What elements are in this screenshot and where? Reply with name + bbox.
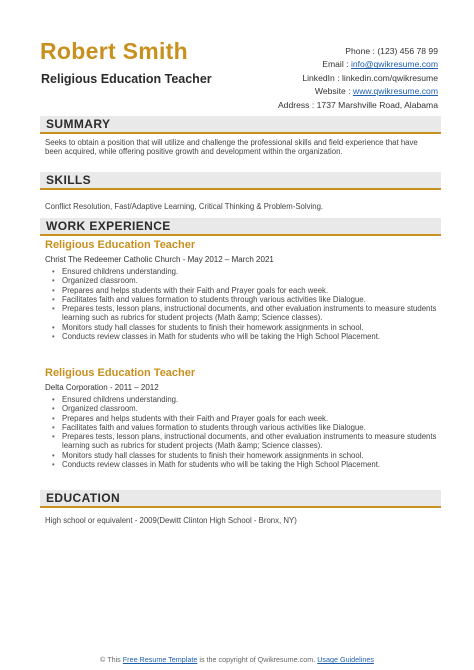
contact-website bbox=[278, 85, 438, 98]
job-meta-1: Christ The Redeemer Catholic Church - May 2012 – March 2021 bbox=[45, 255, 274, 264]
list-item: • Prepares and helps students with their Faith and Prayer goals for each week. bbox=[52, 286, 440, 295]
job-bullets-2 bbox=[52, 395, 440, 469]
phone-label: Phone bbox=[345, 46, 371, 56]
phone-separator: : bbox=[370, 46, 378, 56]
candidate-name: Robert Smith bbox=[40, 38, 188, 64]
education-heading: EDUCATION bbox=[46, 491, 121, 505]
list-item: • Prepares tests, lesson plans, instructional documents, and other evaluation instruments to measure students learning such as rubrics for student projects (Math &amp; Science classes). bbox=[52, 304, 440, 323]
job-meta-2: Delta Corporation - 2011 – 2012 bbox=[45, 383, 159, 392]
job-title-2: Religious Education Teacher bbox=[45, 367, 196, 379]
contact-phone bbox=[278, 45, 438, 58]
skills-section-header bbox=[40, 172, 441, 190]
summary-section-header bbox=[40, 116, 441, 134]
footer-prefix: © This bbox=[100, 655, 123, 664]
list-item: • Monitors study hall classes for students to finish their homework assignments in school. bbox=[52, 451, 440, 460]
resume-header bbox=[0, 0, 474, 112]
website-link[interactable]: www.qwikresume.com bbox=[352, 86, 438, 97]
list-item: • Ensured childrens understanding. bbox=[52, 267, 440, 276]
skills-heading: SKILLS bbox=[46, 173, 92, 187]
contact-block bbox=[278, 45, 438, 112]
list-item: • Monitors study hall classes for students to finish their homework assignments in school. bbox=[52, 323, 440, 332]
skills-text: Conflict Resolution, Fast/Adaptive Learning, Critical Thinking & Problem-Solving. bbox=[45, 202, 324, 211]
list-item: • Conducts review classes in Math for students who will be taking the High School Placement. bbox=[52, 460, 440, 469]
address-label: Address bbox=[277, 99, 310, 110]
education-section-header bbox=[40, 490, 441, 508]
contact-address bbox=[278, 99, 438, 112]
website-separator: : bbox=[345, 86, 353, 97]
job-bullets-1 bbox=[52, 267, 440, 341]
candidate-title: Religious Education Teacher bbox=[41, 72, 212, 86]
address-separator: : bbox=[309, 99, 317, 110]
experience-heading: WORK EXPERIENCE bbox=[46, 219, 171, 233]
summary-heading: SUMMARY bbox=[46, 117, 111, 131]
linkedin-separator: : bbox=[334, 72, 342, 83]
experience-section-header bbox=[40, 218, 441, 236]
usage-guidelines-link[interactable]: Usage Guidelines bbox=[317, 655, 374, 664]
list-item: • Prepares and helps students with their Faith and Prayer goals for each week. bbox=[52, 414, 440, 423]
email-separator: : bbox=[343, 59, 351, 70]
list-item: • Organized classroom. bbox=[52, 404, 440, 413]
list-item: • Ensured childrens understanding. bbox=[52, 395, 440, 404]
contact-linkedin bbox=[278, 72, 438, 85]
list-item: • Conducts review classes in Math for students who will be taking the High School Placement. bbox=[52, 332, 440, 341]
linkedin-value: linkedin.com/qwikresume bbox=[342, 72, 438, 83]
summary-text: Seeks to obtain a position that will utilize and challenge the professional skills and field experience that have been acquired, while offering positive growth and development within the organization. bbox=[45, 138, 418, 157]
contact-email bbox=[278, 58, 438, 71]
phone-value: (123) 456 78 99 bbox=[377, 46, 438, 56]
free-resume-template-link[interactable]: Free Resume Template bbox=[122, 655, 198, 664]
email-label: Email bbox=[322, 59, 344, 70]
list-item: • Facilitates faith and values formation to students through various activities like Dialogue. bbox=[52, 295, 440, 304]
list-item: • Facilitates faith and values formation to students through various activities like Dialogue. bbox=[52, 423, 440, 432]
job-title-1: Religious Education Teacher bbox=[45, 239, 196, 251]
list-item: • Organized classroom. bbox=[52, 276, 440, 285]
footer bbox=[0, 655, 474, 664]
list-item: • Prepares tests, lesson plans, instructional documents, and other evaluation instruments to measure students learning such as rubrics for student projects (Math &amp; Science classes). bbox=[52, 432, 440, 451]
website-label: Website bbox=[314, 86, 346, 97]
email-link[interactable]: info@qwikresume.com bbox=[350, 59, 438, 70]
education-text: High school or equivalent - 2009(Dewitt Clinton High School - Bronx, NY) bbox=[45, 516, 297, 525]
footer-middle: is the copyright of Qwikresume.com. bbox=[197, 655, 318, 664]
linkedin-label: LinkedIn bbox=[302, 72, 335, 83]
address-value: 1737 Marshville Road, Alabama bbox=[316, 99, 438, 110]
